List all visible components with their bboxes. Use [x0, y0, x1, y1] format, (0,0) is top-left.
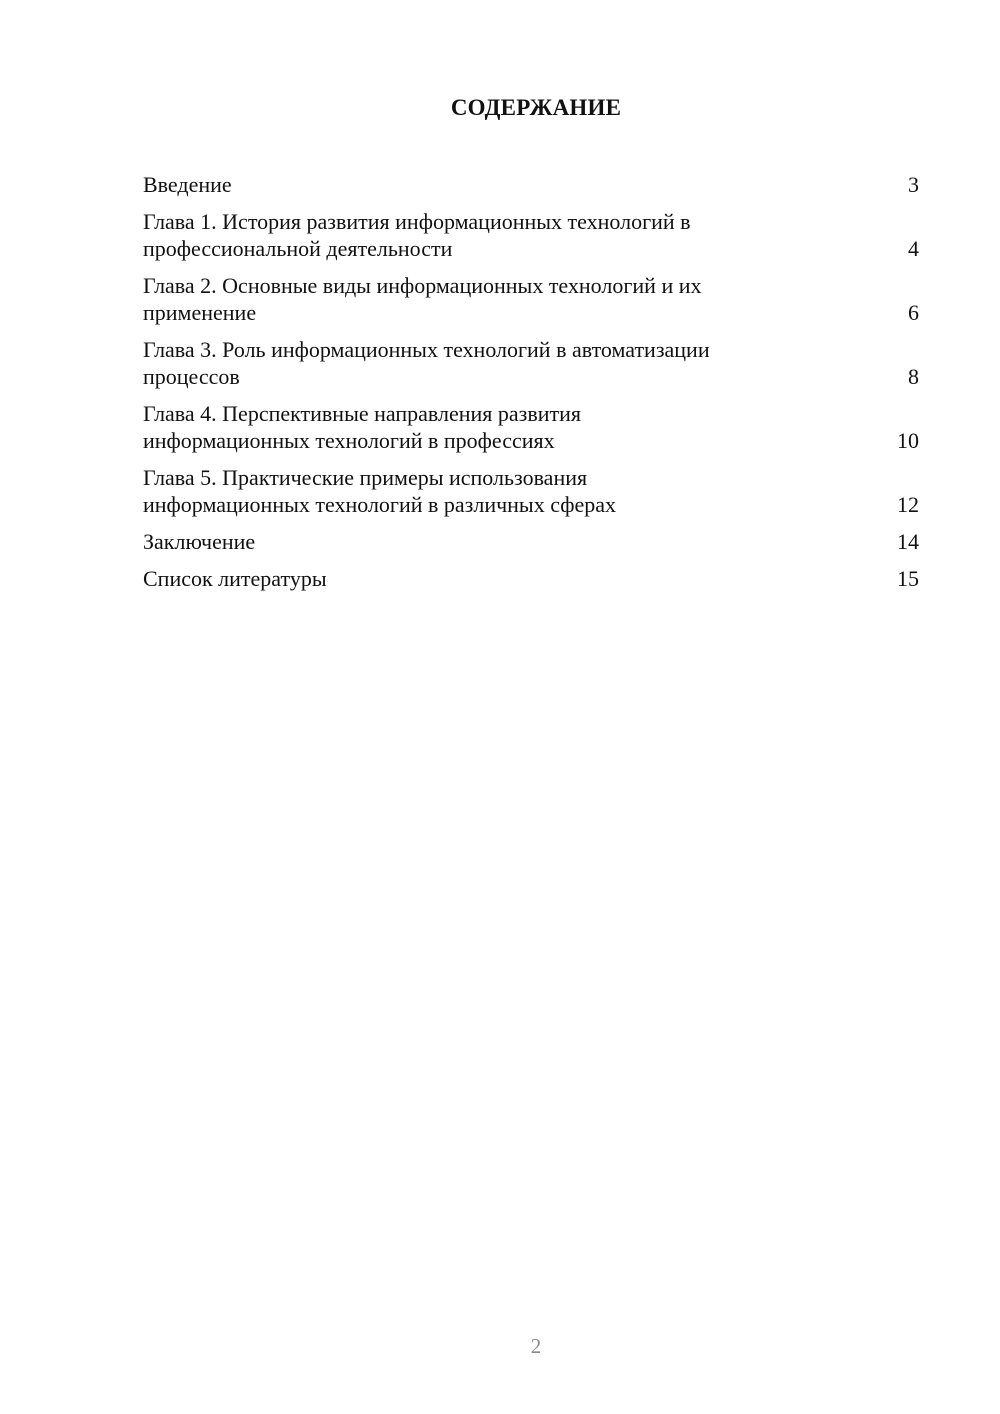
toc-entry-page: 14 [897, 529, 919, 554]
toc-entry-page: 8 [908, 364, 919, 389]
toc-entry-chapter-2 [143, 272, 919, 326]
toc-entry-text [143, 528, 823, 555]
toc-entry-text [143, 565, 823, 592]
toc-entry-chapter-1 [143, 208, 919, 262]
toc-entry-line: Глава 5. Практические примеры использования [143, 465, 588, 490]
page-number: 2 [530, 1334, 542, 1358]
toc-entry-text [143, 208, 823, 262]
toc-entry-line: применение [143, 300, 257, 325]
toc-entry-line: информационных технологий в различных сферах [143, 492, 617, 517]
toc-entry-page: 6 [908, 300, 919, 325]
toc-entry-line: Введение [143, 172, 232, 197]
toc-entry-line: процессов [143, 364, 240, 389]
toc-entry-page: 12 [897, 492, 919, 517]
toc-entry-page: 15 [897, 566, 919, 591]
toc-entry-page: 3 [908, 172, 919, 197]
toc-entry-line: профессиональной деятельности [143, 236, 453, 261]
toc-entry-page: 4 [908, 236, 919, 261]
toc-entry-line: Глава 1. История развития информационных технологий в [143, 209, 691, 234]
table-of-contents [143, 171, 919, 602]
toc-entry-references [143, 565, 919, 592]
toc-entry-line: Глава 3. Роль информационных технологий в автоматизации [143, 337, 710, 362]
toc-entry-line: информационных технологий в профессиях [143, 428, 555, 453]
toc-entry-line: Список литературы [143, 566, 327, 591]
toc-entry-text [143, 464, 823, 518]
toc-entry-chapter-4 [143, 400, 919, 454]
toc-entry-text [143, 171, 823, 198]
toc-entry-conclusion [143, 528, 919, 555]
toc-entry-text [143, 400, 823, 454]
toc-entry-introduction [143, 171, 919, 198]
toc-entry-line: Глава 2. Основные виды информационных технологий и их [143, 273, 702, 298]
toc-entry-chapter-3 [143, 336, 919, 390]
toc-entry-page: 10 [897, 428, 919, 453]
toc-entry-line: Заключение [143, 529, 256, 554]
page-title: СОДЕРЖАНИЕ [450, 95, 622, 120]
toc-entry-text [143, 336, 823, 390]
toc-entry-line: Глава 4. Перспективные направления развития [143, 401, 582, 426]
toc-entry-chapter-5 [143, 464, 919, 518]
toc-entry-text [143, 272, 823, 326]
